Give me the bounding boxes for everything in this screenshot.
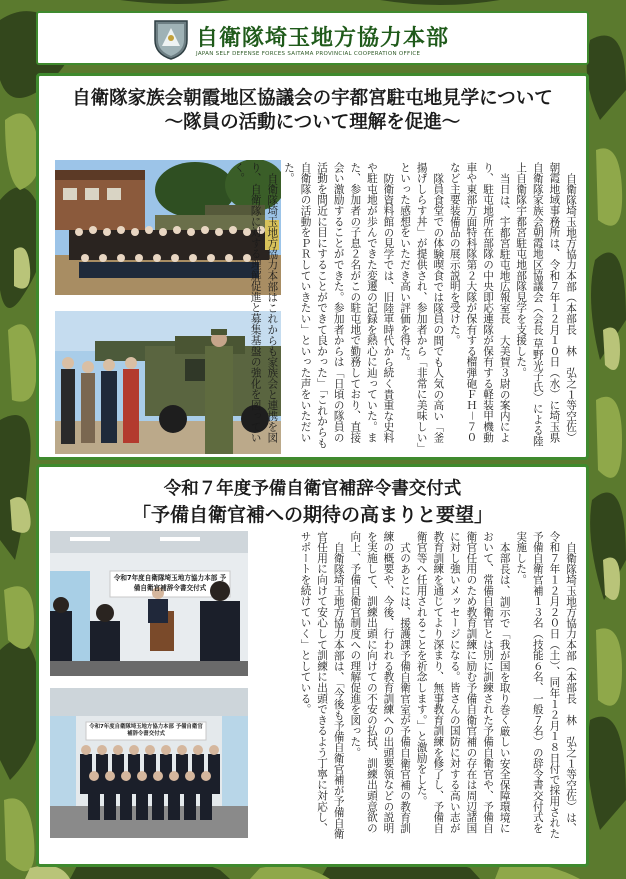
- article2-title: 令和７年度予備自衛官補辞令書交付式: [163, 479, 462, 499]
- group-photo-reserve-candidates: [50, 688, 248, 838]
- article1-subtitle: ～隊員の活動について理解を促進～: [164, 112, 461, 133]
- article2-paragraph: 式のあとには、援護課予備自衛官室が予備自衛官補の教育訓練の概要や、今後、行われる教育訓練への出頭要領などの説明を実施して、訓練出頭に向けての不安の払拭、訓練出頭意欲の向上、予備自衛官制度への理解促進を図った。: [349, 531, 412, 834]
- article2-paragraph: 本部長は、訓示で「我が国を取り巻く厳しい安全保障環境において、常備自衛官とは別に訓練された予備自衛官や、予備自衛官任用のため教育訓練に励む予備自衛官補の存在は周辺諸国に対し強いメッセージになる。皆さんの国防に対する高い志が教育訓練を通じてより深まり、無事教育訓練を修了し、予備自衛官等へ任用されることを祈念します。」と激励をした。: [415, 531, 511, 834]
- article-panel-reserve-ceremony: [36, 464, 589, 867]
- article1-title: 自衛隊家族会朝霞地区協議会の宇都宮駐屯地見学について: [72, 88, 553, 109]
- photo-ceremony-speech: [50, 531, 248, 676]
- article1-paragraph: 自衛隊埼玉地方協力本部はこれからも家族会と連携を図り、自衛隊に対する理解促進と募集基盤の強化を図っていく。: [233, 162, 279, 443]
- article2-paragraph: 自衛隊埼玉地方協力本部は、「今後も予備自衛官補が予備自衛官任用に向けて安心して訓練に出頭できるよう丁寧に対応し、サポートを続けていく」としている。: [299, 531, 345, 839]
- group-photo-banner: 令和7年度自衛隊埼玉地方協力本部 予備自衛官補辞令書交付式: [89, 724, 203, 737]
- article2-body: [259, 531, 579, 839]
- page-sheet: [36, 11, 589, 867]
- org-name-english: JAPAN SELF DEFENSE FORCES SAITAMA PROVINCIAL COOPERATION OFFICE: [196, 51, 421, 57]
- article1-paragraph: 自衛隊埼玉地方協力本部（本部長 林 弘之１等空佐）朝霞地域事務所は、令和７年１２月１０日（水）に埼玉県自衛隊家族会朝霞地区協議会（会長 草野光子氏）による陸上自衛隊宇都宮駐屯地部隊見学を支援した。: [515, 162, 577, 447]
- header-banner: [36, 11, 589, 65]
- article1-paragraph: 当日は、宇都宮駐屯地広報室長 大美賀３尉の案内により、駐屯地所在部隊の中央即応連隊が保有する軽装甲機動車や東部方面特科隊第２大隊が保有する榴弾砲ＦＨ－７０など主要装備品の展示説明を受けた。: [448, 162, 511, 443]
- article2-subtitle: 「予備自衛官補への期待の高まりと要望」: [131, 504, 493, 526]
- jsdf-emblem-icon: [152, 18, 190, 60]
- article1-paragraph: 防衛資料館の見学では、旧陸軍時代から続く貴重な史料や駐屯地が歩んできた変遷の記録を熱心に辿っていた。また、参加者の子息２名がこの駐屯地で勤務しており、直接会い激励することができた。参加者からは「日頃の隊員の活動を間近に目にすることができて良かった」「これからも自衛隊の活動をＰＲしていきたい」といった声をいただいた。: [282, 162, 395, 449]
- article2-paragraph: 自衛隊埼玉地方協力本部（本部長 林 弘之１等空佐）は、令和７年１２月２０日（土）、同年１２月１８日付で採用された予備自衛官補１３名（技能６名、一般７名）の辞令書交付式を実施した。: [515, 531, 577, 839]
- org-name: 自衛隊埼玉地方協力本部: [196, 26, 450, 51]
- article1-body: [233, 162, 579, 452]
- article-panel-family-association: [36, 73, 589, 460]
- ceremony-banner: 令和7年度自衛隊埼玉地方協力本部 予備自衛官補辞令書交付式: [113, 574, 227, 592]
- article1-paragraph: 隊員食堂での体験喫食では隊員の間でも人気の高い「釜揚げしらす丼」が提供され、参加者から「非常に美味しい」といった感想をいただき高い評価を得た。: [399, 162, 445, 449]
